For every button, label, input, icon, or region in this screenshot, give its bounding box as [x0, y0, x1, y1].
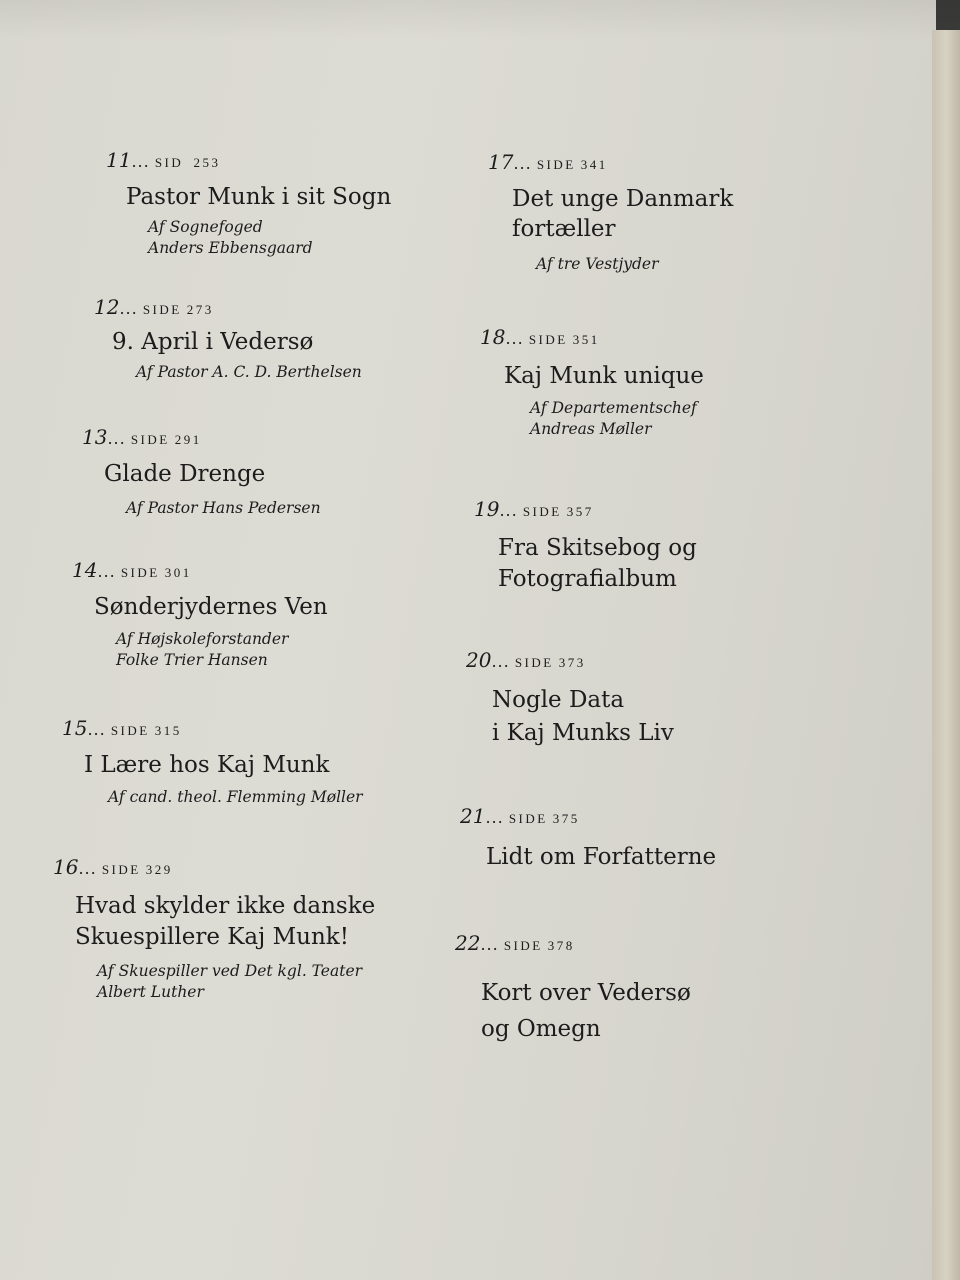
entry-heading: [82, 427, 321, 447]
leader-dots: ...: [87, 720, 106, 739]
toc-entry-22: [455, 933, 691, 1047]
entry-heading: [94, 297, 362, 317]
entry-author: [97, 961, 375, 1003]
title-line: Fra Skitsebog og: [498, 535, 697, 561]
page-label: SIDE: [536, 157, 576, 172]
entry-heading: [62, 718, 363, 738]
page-label: SIDE: [130, 432, 170, 447]
title-line: Nogle Data: [492, 687, 625, 713]
entry-title: [112, 327, 362, 358]
leader-dots: ...: [78, 859, 97, 878]
entry-number: 11: [106, 148, 132, 172]
entry-title: [492, 684, 674, 750]
entry-heading: [455, 933, 691, 953]
entry-author: [136, 362, 362, 383]
page-edge: [932, 30, 960, 1280]
leader-dots: ...: [499, 501, 518, 520]
toc-entry-21: [460, 806, 716, 873]
entry-number: 15: [62, 716, 88, 740]
title-line: Kaj Munk unique: [504, 363, 704, 389]
entry-number: 21: [460, 804, 486, 828]
title-line: Det unge Danmark: [512, 186, 734, 212]
page-label: SIDE: [101, 862, 141, 877]
leader-dots: ...: [491, 652, 510, 671]
toc-entry-17: [488, 152, 733, 275]
toc-entry-15: [62, 718, 363, 808]
author-line: Folke Trier Hansen: [116, 651, 268, 669]
page-number: 378: [547, 938, 575, 953]
author-line: Af Pastor A. C. D. Berthelsen: [136, 363, 362, 381]
author-line: Af cand. theol. Flemming Møller: [108, 788, 363, 806]
page-label: SIDE: [508, 811, 548, 826]
toc-entry-13: [82, 427, 321, 519]
entry-title: [498, 533, 697, 595]
entry-title: [481, 975, 691, 1047]
title-line: I Lære hos Kaj Munk: [84, 752, 330, 778]
entry-title: [75, 891, 375, 953]
toc-entry-20: [466, 650, 674, 750]
author-line: Af Højskoleforstander: [116, 630, 289, 648]
page-label: SIDE: [142, 302, 182, 317]
entry-author: [126, 498, 321, 519]
author-line: Andreas Møller: [530, 420, 652, 438]
entry-title: [94, 592, 328, 623]
page-shadow: [0, 0, 960, 40]
entry-heading: [480, 327, 704, 347]
entry-title: [504, 361, 704, 392]
page-number: 373: [558, 655, 586, 670]
title-line: i Kaj Munks Liv: [492, 720, 674, 746]
entry-heading: [466, 650, 674, 670]
leader-dots: ...: [119, 299, 138, 318]
author-line: Anders Ebbensgaard: [148, 239, 313, 257]
page-number: 273: [186, 302, 214, 317]
entry-heading: [474, 499, 697, 519]
entry-number: 17: [488, 150, 514, 174]
author-line: Af Pastor Hans Pedersen: [126, 499, 321, 517]
entry-number: 19: [474, 497, 500, 521]
title-line: og Omegn: [481, 1016, 601, 1042]
entry-heading: [53, 857, 375, 877]
toc-entry-12: [94, 297, 362, 383]
page-label: SID: [154, 155, 184, 170]
entry-number: 14: [72, 558, 98, 582]
entry-author: [116, 629, 328, 671]
entry-author: [530, 398, 704, 440]
entry-heading: [72, 560, 328, 580]
leader-dots: ...: [107, 429, 126, 448]
entry-heading: [460, 806, 716, 826]
author-line: Af Skuespiller ved Det kgl. Teater: [97, 962, 363, 980]
page-number: 341: [580, 157, 608, 172]
title-line: Fotografialbum: [498, 566, 677, 592]
title-line: Sønderjydernes Ven: [94, 594, 328, 620]
toc-entry-18: [480, 327, 704, 440]
title-line: Kort over Vedersø: [481, 980, 691, 1006]
entry-title: [104, 459, 321, 490]
author-line: Af Sognefoged: [148, 218, 263, 236]
entry-author: [536, 254, 733, 275]
page-number: 329: [145, 862, 173, 877]
page-label: SIDE: [528, 332, 568, 347]
page-number: 315: [154, 723, 182, 738]
entry-number: 22: [455, 931, 481, 955]
page-label: SIDE: [522, 504, 562, 519]
leader-dots: ...: [480, 935, 499, 954]
entry-author: [148, 217, 391, 259]
page-label: SIDE: [120, 565, 160, 580]
entry-heading: [106, 150, 391, 170]
page-label: SIDE: [503, 938, 543, 953]
leader-dots: ...: [131, 152, 150, 171]
title-line: Hvad skylder ikke danske: [75, 893, 376, 919]
author-line: Af Departementschef: [530, 399, 697, 417]
entry-number: 20: [466, 648, 492, 672]
entry-title: [486, 842, 716, 873]
author-line: Albert Luther: [97, 983, 204, 1001]
page-label: SIDE: [514, 655, 554, 670]
toc-entry-16: [53, 857, 375, 1003]
page-number: 301: [164, 565, 192, 580]
toc-entry-14: [72, 560, 328, 671]
leader-dots: ...: [505, 329, 524, 348]
entry-number: 13: [82, 425, 108, 449]
entry-title: [84, 750, 363, 781]
page-number: 351: [572, 332, 600, 347]
page-number: 375: [552, 811, 580, 826]
entry-number: 18: [480, 325, 506, 349]
page-number: 253: [193, 155, 221, 170]
entry-author: [108, 787, 363, 808]
entry-number: 12: [94, 295, 120, 319]
leader-dots: ...: [513, 154, 532, 173]
toc-entry-19: [474, 499, 697, 595]
title-line: Glade Drenge: [104, 461, 266, 487]
title-line: 9. April i Vedersø: [112, 329, 314, 355]
entry-heading: [488, 152, 733, 172]
entry-title: [126, 182, 391, 213]
title-line: Skuespillere Kaj Munk!: [75, 924, 349, 950]
page-label: SIDE: [110, 723, 150, 738]
title-line: Lidt om Forfatterne: [486, 844, 717, 870]
entry-number: 16: [53, 855, 79, 879]
page-number: 291: [174, 432, 202, 447]
toc-entry-11: [106, 150, 391, 259]
author-line: Af tre Vestjyder: [536, 255, 659, 273]
leader-dots: ...: [485, 808, 504, 827]
entry-title: [512, 184, 733, 244]
leader-dots: ...: [97, 562, 116, 581]
title-line: fortæller: [512, 216, 616, 242]
page-number: 357: [566, 504, 594, 519]
title-line: Pastor Munk i sit Sogn: [126, 184, 392, 210]
